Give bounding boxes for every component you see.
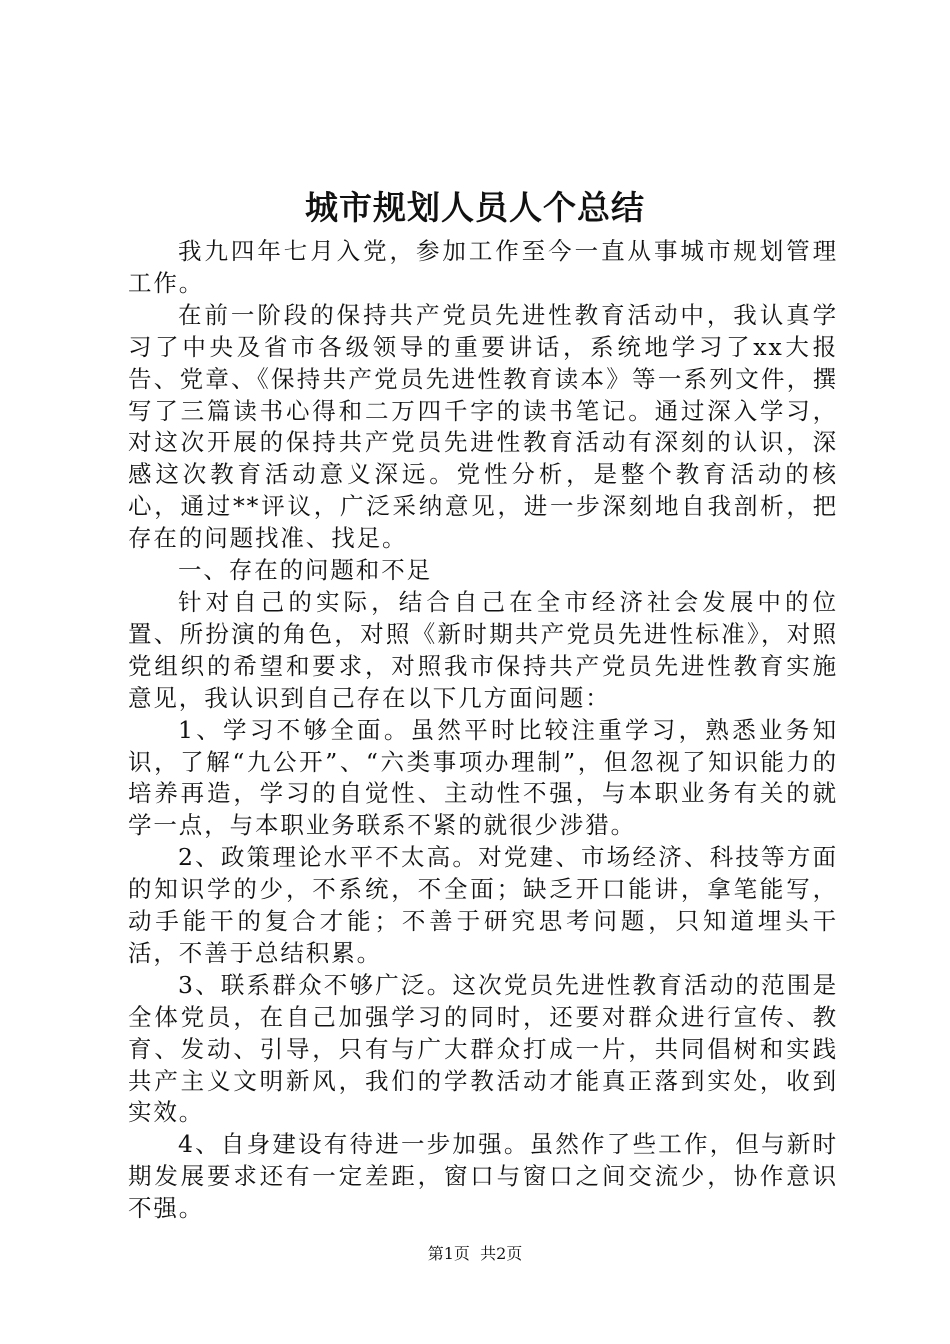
page-number-total: 共2页 [480,1244,523,1263]
paragraph-problem-2: 2、政策理论水平不太高。对党建、市场经济、科技等方面的知识学的少，不系统，不全面；缺乏开口能讲，拿笔能写，动手能干的复合才能；不善于研究思考问题，只知道埋头干活，不善于总结积累。 [128,843,838,967]
paragraph-study: 在前一阶段的保持共产党员先进性教育活动中，我认真学习了中央及省市各级领导的重要讲话，系统地学习了xx大报告、党章、《保持共产党员先进性教育读本》等一系列文件，撰写了三篇读书心得和二万四千字的读书笔记。通过深入学习，对这次开展的保持共产党员先进性教育活动有深刻的认识，深感这次教育活动意义深远。党性分析，是整个教育活动的核心，通过**评议，广泛采纳意见，进一步深刻地自我剖析，把存在的问题找准、找足。 [128,300,838,553]
page-number-current: 第1页 [427,1244,470,1263]
paragraph-problem-4: 4、自身建设有待进一步加强。虽然作了些工作，但与新时期发展要求还有一定差距，窗口与窗口之间交流少，协作意识不强。 [128,1130,838,1223]
section-heading-problems: 一、存在的问题和不足 [178,556,432,585]
paragraph-intro: 我九四年七月入党，参加工作至今一直从事城市规划管理工作。 [128,237,838,297]
document-body [128,236,838,1225]
paragraph-problem-1: 1、学习不够全面。虽然平时比较注重学习，熟悉业务知识，了解“九公开”、“六类事项办理制”，但忽视了知识能力的培养再造，学习的自觉性、主动性不强，与本职业务有关的就学一点，与本职业务联系不紧的就很少涉猎。 [128,715,838,840]
document-title: 城市规划人员人个总结 [305,188,645,227]
paragraph-problem-3: 3、联系群众不够广泛。这次党员先进性教育活动的范围是全体党员，在自己加强学习的同时，还要对群众进行宣传、教育、发动、引导，只有与广大群众打成一片，共同倡树和实践共产主义文明新风，我们的学教活动才能真正落到实处，收到实效。 [128,970,838,1127]
page-footer [0,1244,950,1264]
paragraph-self-assessment: 针对自己的实际，结合自己在全市经济社会发展中的位置、所扮演的角色，对照《新时期共产党员先进性标准》，对照党组织的希望和要求，对照我市保持共产党员先进性教育实施意见，我认识到自己存在以下几方面问题： [128,587,838,712]
